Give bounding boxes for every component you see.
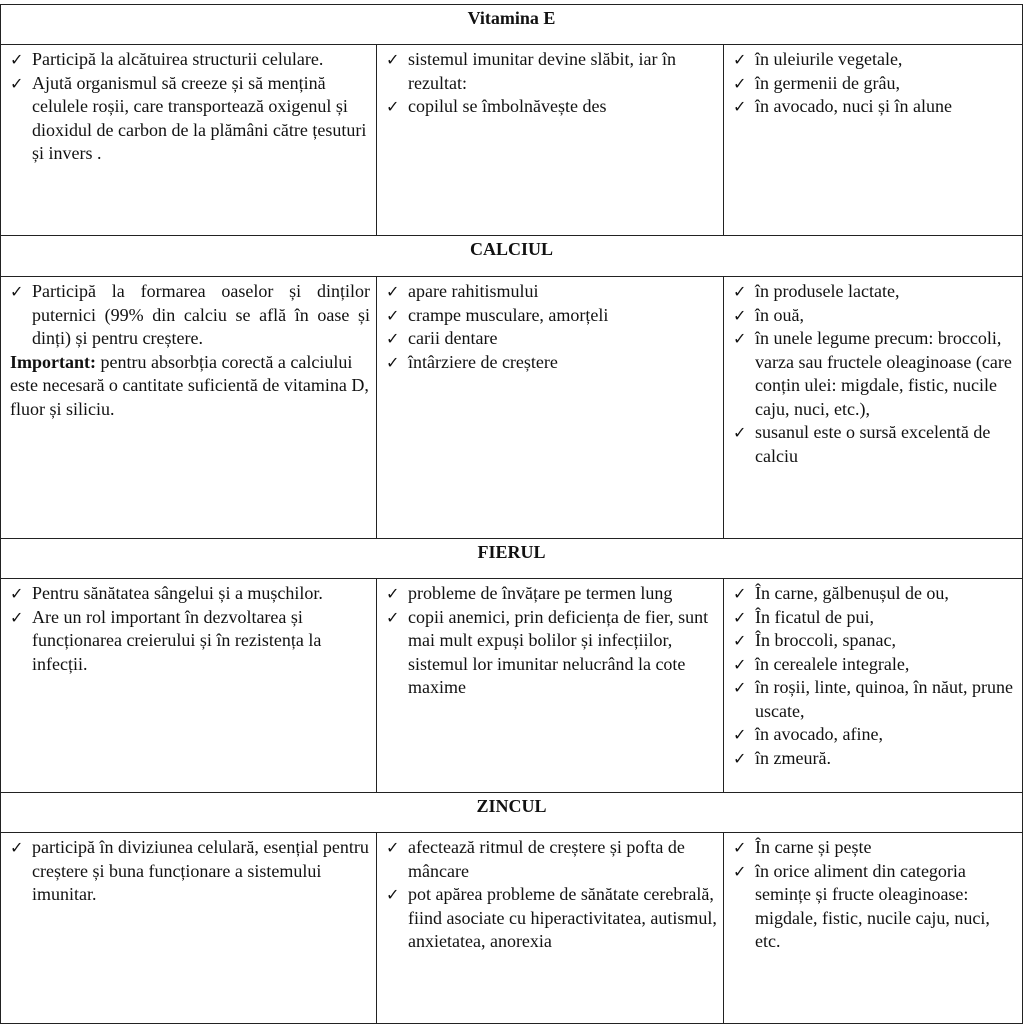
- deficiency-list: [386, 836, 717, 954]
- deficiency-list: [386, 48, 717, 119]
- list-item: ✓ susanul este o sursă excelentă de calciu: [733, 421, 1016, 468]
- list-item: ✓ în uleiurile vegetale,: [733, 48, 1016, 72]
- section-row-vitamina-e: [0, 44, 1023, 236]
- sources-cell: [723, 276, 1023, 539]
- sources-cell: [723, 578, 1023, 793]
- list-item: ✓ în produsele lactate,: [733, 280, 1016, 304]
- list-item: ✓ copilul se îmbolnăvește des: [386, 95, 717, 119]
- list-item: ✓ Are un rol important în dezvoltarea și funcționarea creierului și în rezistența la infecții.: [10, 606, 370, 677]
- sources-cell: [723, 832, 1023, 1024]
- roles-list: [10, 48, 370, 166]
- list-item: ✓ afectează ritmul de creștere și pofta de mâncare: [386, 836, 717, 883]
- list-item: ✓ carii dentare: [386, 327, 717, 351]
- section-row-fierul: [0, 578, 1023, 793]
- deficiency-list: [386, 582, 717, 700]
- nutrition-table-page: [0, 4, 1024, 1024]
- important-note: [10, 351, 370, 422]
- sources-cell: [723, 44, 1023, 236]
- list-item: ✓ în germenii de grâu,: [733, 72, 1016, 96]
- sources-list: [733, 48, 1016, 119]
- deficiency-list: [386, 280, 717, 374]
- list-item: ✓ întârziere de creștere: [386, 351, 717, 375]
- list-item: ✓ copii anemici, prin deficiența de fier, sunt mai mult expuși bolilor și infecțiilor, sistemul lor imunitar nelucrând la cote maxime: [386, 606, 717, 700]
- section-row-zincul: [0, 832, 1023, 1024]
- section-title-calciul: CALCIUL: [0, 235, 1023, 277]
- roles-cell: [0, 578, 377, 793]
- list-item: ✓ în ouă,: [733, 304, 1016, 328]
- roles-cell: [0, 832, 377, 1024]
- list-item: ✓ în avocado, afine,: [733, 723, 1016, 747]
- list-item: ✓ Participă la alcătuirea structurii celulare.: [10, 48, 370, 72]
- roles-list: [10, 280, 370, 351]
- list-item: ✓ Pentru sănătatea sângelui și a mușchilor.: [10, 582, 370, 606]
- list-item: ✓ crampe musculare, amorțeli: [386, 304, 717, 328]
- list-item: ✓ sistemul imunitar devine slăbit, iar în rezultat:: [386, 48, 717, 95]
- list-item: ✓ În carne și pește: [733, 836, 1016, 860]
- list-item: ✓ participă în diviziunea celulară, esențial pentru creștere și buna funcționare a sistemului imunitar.: [10, 836, 370, 907]
- roles-list: [10, 582, 370, 676]
- deficiency-cell: [376, 44, 724, 236]
- list-item: ✓ în zmeură.: [733, 747, 1016, 771]
- list-item: ✓ în cerealele integrale,: [733, 653, 1016, 677]
- list-item: ✓ În carne, gălbenușul de ou,: [733, 582, 1016, 606]
- list-item: ✓ apare rahitismului: [386, 280, 717, 304]
- list-item: ✓ în roșii, linte, quinoa, în năut, prune uscate,: [733, 676, 1016, 723]
- sources-list: [733, 836, 1016, 954]
- section-title-fierul: FIERUL: [0, 538, 1023, 579]
- deficiency-cell: [376, 578, 724, 793]
- list-item: ✓ În ficatul de pui,: [733, 606, 1016, 630]
- list-item: ✓ în orice aliment din categoria semințe și fructe oleaginoase: migdale, fistic, nucile caju, nuci, etc.: [733, 860, 1016, 954]
- roles-cell: [0, 276, 377, 539]
- section-row-calciul: [0, 276, 1023, 539]
- section-title-vitamina-e: Vitamina E: [0, 4, 1023, 45]
- sources-list: [733, 280, 1016, 468]
- list-item: ✓ probleme de învățare pe termen lung: [386, 582, 717, 606]
- list-item: ✓ în avocado, nuci și în alune: [733, 95, 1016, 119]
- list-item: ✓ În broccoli, spanac,: [733, 629, 1016, 653]
- list-item: ✓ Participă la formarea oaselor și dinților puternici (99% din calciu se află în oase și dinți) și pentru creștere.: [10, 280, 370, 351]
- roles-cell: [0, 44, 377, 236]
- deficiency-cell: [376, 832, 724, 1024]
- important-label: Important:: [10, 351, 96, 372]
- sources-list: [733, 582, 1016, 770]
- list-item: ✓ în unele legume precum: broccoli, varza sau fructele oleaginoase (care conțin ulei: migdale, fistic, nucile caju, nuci, etc.),: [733, 327, 1016, 421]
- important-text: pentru absorbția corectă a calciului este necesară o cantitate suficientă de vitamina D, fluor și siliciu.: [10, 351, 369, 419]
- deficiency-cell: [376, 276, 724, 539]
- list-item: ✓ Ajută organismul să creeze și să mențină celulele roșii, care transportează oxigenul și dioxidul de carbon de la plămâni către țesuturi și invers .: [10, 72, 370, 166]
- section-title-zincul: ZINCUL: [0, 792, 1023, 833]
- roles-list: [10, 836, 370, 907]
- list-item: ✓ pot apărea probleme de sănătate cerebrală, fiind asociate cu hiperactivitatea, autismul, anxietatea, anorexia: [386, 883, 717, 954]
